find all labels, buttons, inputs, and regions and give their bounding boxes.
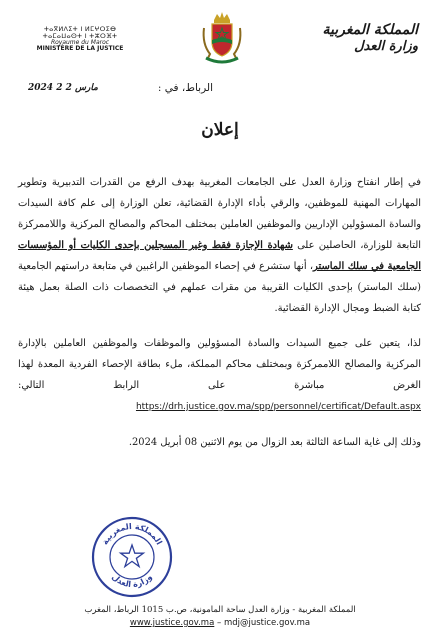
paragraph-3: وذلك إلى غاية الساعة الثالثة بعد الزوال من يوم الاثنين 08 أبريل 2024. [128, 437, 421, 448]
paragraph-2-text: لذا، يتعين على جميع السيدات والسادة المسؤولين والموظفات والموظفين العاملين بالإدارة المركزية والمصالح اللاممركزة وبمختلف محاكم المملكة، ملء بطاقة الإحصاء الفردية المعدة لهذا الغرض مباشرة على الرابط التالي: [18, 338, 421, 391]
footer-email[interactable]: mdj@justice.gov.ma [223, 618, 311, 628]
paragraph-1 [18, 172, 421, 319]
document-title: إعلان [201, 120, 239, 140]
footer-address: المملكة المغربية - وزارة العدل ساحة المامونية، ص.ب 1015 الرباط، المغرب [84, 605, 356, 615]
royaume-du-maroc: Royaume du Maroc [50, 38, 110, 46]
footer [0, 604, 440, 630]
tifinagh-line-2: ⵜⴰⵎⴰⵡⴰⵙⵜ ⵏ ⵜⵣⵔⴼⵜ [42, 31, 118, 40]
date-value: 2024 مارس 2 2 [28, 83, 98, 93]
footer-website-link[interactable]: www.justice.gov.ma [129, 618, 215, 628]
paragraph-1-end: ، أنها ستشرع في إحصاء الموظفين الراغبين في متابعة دراستهم الجامعية (سلك الماستر) بإحدى الكليات القريبة من مقرات عملهم في التخصصات ذات الصلة بعمل هيئة كتابة الضبط ومجال الإدارة القضائية. [18, 261, 421, 314]
ministry-stamp [90, 515, 174, 599]
footer-contact [0, 617, 440, 630]
announcement-body [18, 172, 421, 453]
statistics-form-link[interactable]: https://drh.justice.gov.ma/spp/personnel/certificat/Default.aspx [135, 402, 421, 412]
date-label: الرباط، في : [157, 82, 213, 94]
coat-of-arms-emblem [200, 10, 244, 66]
paragraph-2 [18, 333, 421, 418]
kingdom-name-ar: المملكة المغربية [322, 22, 418, 38]
ministere-de-la-justice: MINISTÈRE DE LA JUSTICE [36, 44, 124, 52]
ministry-name-ar: وزارة العدل [354, 39, 418, 54]
date-line [28, 82, 213, 100]
paragraph-1-underlined: شهادة الإجازة فقط وغير المسجلين بإحدى الكليات أو المؤسسات الجامعية في سلك الماستر [18, 240, 421, 272]
footer-separator: – [214, 618, 224, 628]
stamp-bottom-text: وزارة العدل [110, 572, 154, 590]
star-icon [121, 545, 144, 567]
tifinagh-line-1: ⵜⴰⴳⵍⴷⵉⵜ ⵏ ⵍⵎⵖⵔⵉⴱ [43, 25, 117, 33]
header-right-block [318, 22, 418, 55]
stamp-top-text: المملكة المغربية [100, 521, 164, 547]
paragraph-1-start: في إطار انفتاح وزارة العدل على الجامعات المغربية بهدف الرفع من القدرات التدبيرية وتطوير المهارات المهنية للموظفين، والرقي بأداء الإدارة القضائية، تعلن الوزارة إلى علم كافة السيدات والسادة المسؤولين الإداريين والموظفين العاملين بمختلف المحاكم والمصالح المركزية واللاممركزة التابعة للوزارة، الحاصلين على [18, 177, 421, 251]
header-left-block [30, 26, 130, 52]
